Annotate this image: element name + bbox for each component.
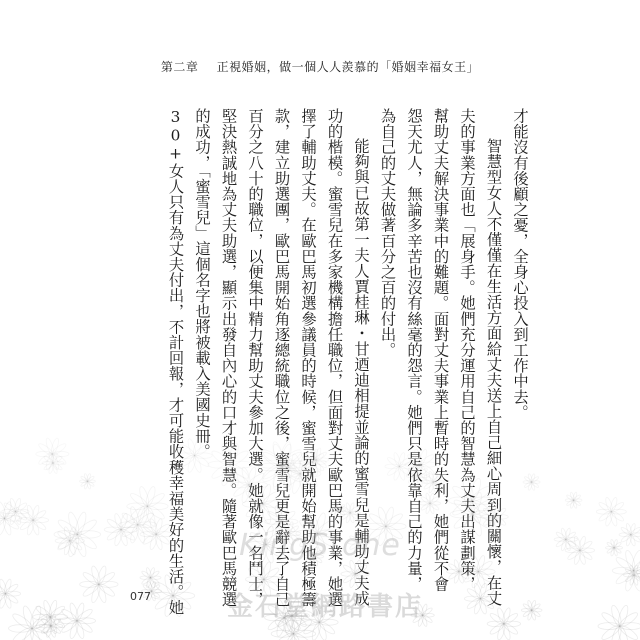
flower-ornament bbox=[521, 600, 542, 621]
text-column: 款，建立助選團，歐巴馬開始角逐總統職位之後，蜜雪兒更是辭去了自己 bbox=[272, 108, 291, 608]
text-column: 為自己的丈夫做著百分之百的付出。 bbox=[378, 108, 397, 358]
page-number: 077 bbox=[130, 590, 151, 603]
flower-ornament bbox=[565, 492, 582, 509]
flower-ornament bbox=[598, 604, 640, 640]
text-column: 智慧型女人不僅僅在生活方面給丈夫送上自己細心周到的關懷，在丈 bbox=[484, 138, 503, 606]
text-column: 夫的事業方面也「展身手。她們充分運用自己的智慧為丈夫出謀劃策， bbox=[458, 108, 476, 592]
flower-ornament bbox=[619, 523, 640, 546]
chapter-label: 第二章 bbox=[160, 60, 199, 74]
flower-ornament bbox=[612, 549, 640, 592]
text-column: 幫助丈夫解決事業中的難題。面對丈夫事業上暫時的失利，她們從不會 bbox=[431, 108, 450, 592]
flower-ornament bbox=[18, 505, 49, 536]
watermark-store-name: 金石堂網路書店 bbox=[226, 592, 423, 622]
flower-ornament bbox=[55, 526, 84, 555]
flower-ornament bbox=[42, 452, 64, 474]
flower-ornament bbox=[54, 511, 101, 558]
flower-ornament bbox=[79, 473, 95, 489]
flower-ornament bbox=[0, 578, 21, 608]
flower-ornament bbox=[623, 565, 640, 586]
chapter-title: 正視婚姻，做一個人人羨慕的「婚姻幸福女王」 bbox=[216, 60, 480, 74]
flower-ornament bbox=[487, 607, 520, 640]
flower-ornament bbox=[80, 565, 118, 603]
flower-ornament bbox=[39, 614, 63, 638]
flower-ornament bbox=[9, 605, 56, 640]
flower-ornament bbox=[140, 567, 161, 588]
flower-ornament bbox=[606, 539, 623, 556]
text-column: 堅決熱誠地為丈夫助選，顯示出發自內心的口才與智慧。隨著歐巴馬競選 bbox=[219, 108, 238, 608]
flower-ornament bbox=[58, 602, 95, 639]
flower-ornament bbox=[554, 528, 578, 552]
text-column: 才能沒有後顧之憂，全身心投入到工作中去。 bbox=[511, 108, 529, 420]
flower-ornament bbox=[565, 536, 594, 566]
flower-ornament bbox=[33, 600, 68, 635]
text-column: 功的楷模。蜜雪兒在多家機構擔任職位，但面對丈夫歐巴馬的事業，她選 bbox=[325, 108, 344, 608]
text-column: 30+女人只有為丈夫付出，不計回報，才可能收穫幸福美好的生活。她 bbox=[166, 108, 185, 616]
flower-ornament bbox=[36, 437, 69, 470]
watermark-logo: KingStone bbox=[239, 528, 401, 563]
text-column: 百分之八十的職位，以便集中精力幫助丈夫參加大選。她就像一名鬥士， bbox=[246, 108, 264, 608]
text-column: 能夠與已故第一夫人賈桂琳・甘迺迪相提並論的蜜雪兒是輔助丈夫成 bbox=[352, 138, 370, 606]
flower-ornament bbox=[0, 501, 22, 536]
flower-ornament bbox=[2, 498, 29, 525]
text-column: 擇了輔助丈夫。在歐巴馬初選參議員的時候，蜜雪兒就開始幫助他積極籌 bbox=[299, 108, 317, 608]
flower-ornament bbox=[596, 497, 626, 527]
running-header bbox=[0, 58, 640, 75]
text-column: 的成功，「蜜雪兒」這個名字也將被載入美國史冊。 bbox=[193, 108, 211, 460]
text-column: 怨天尤人，無論多辛苦也沒有絲毫的怨言。她們只是依靠自己的力量， bbox=[405, 108, 423, 592]
